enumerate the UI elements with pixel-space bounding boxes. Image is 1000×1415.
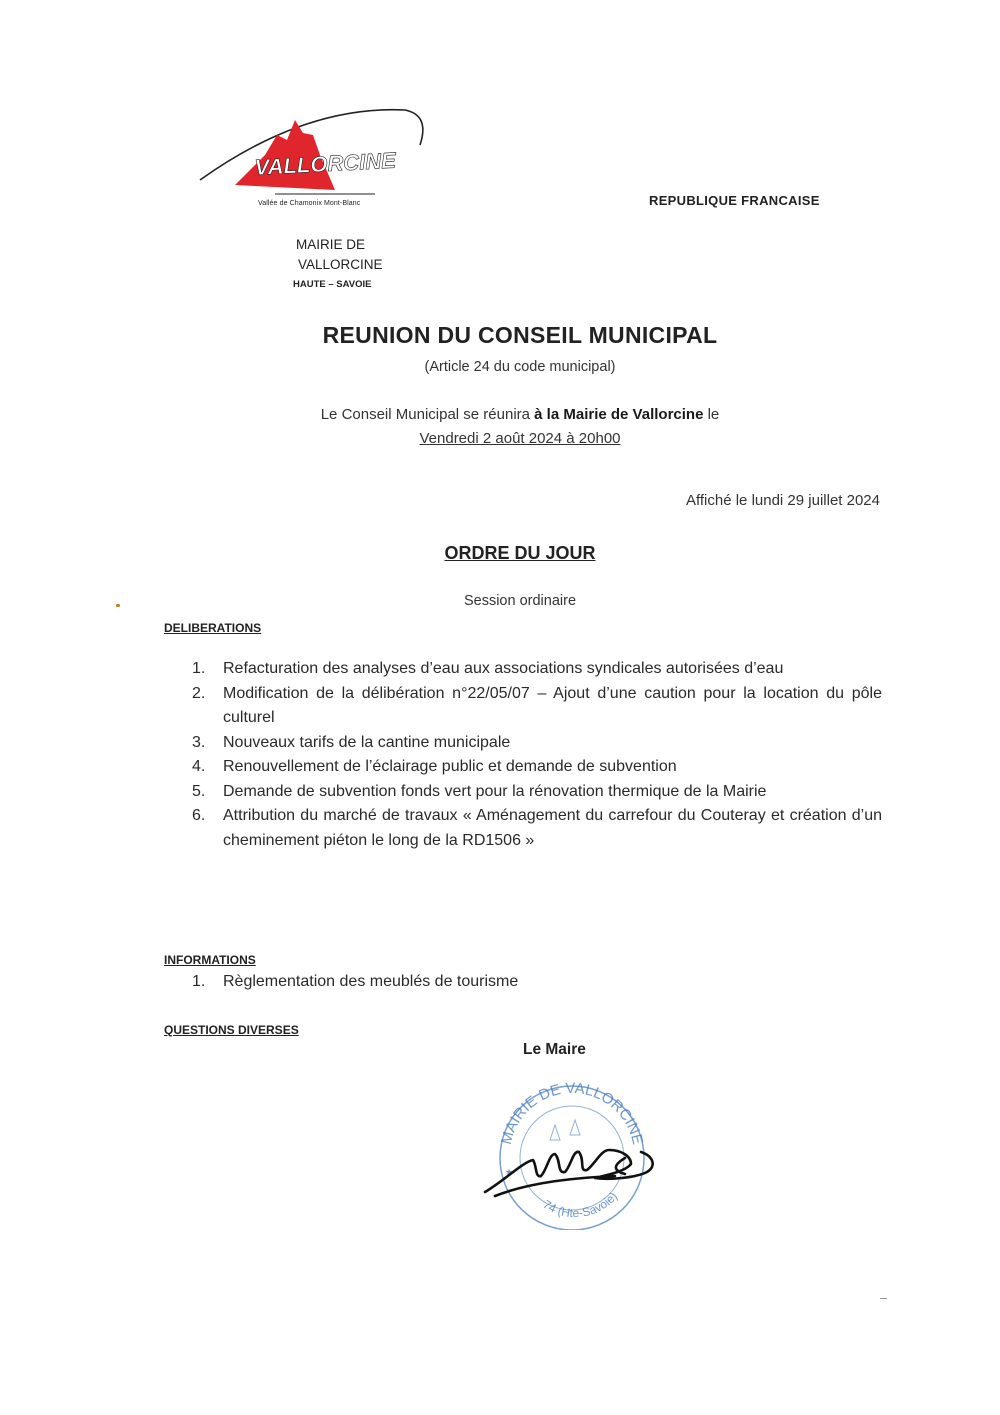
item-number: 4. (192, 758, 206, 775)
article-reference: (Article 24 du code municipal) (424, 359, 616, 375)
item-text: Demande de subvention fonds vert pour la rénovation thermique de la Mairie (223, 782, 767, 800)
official-stamp (475, 1080, 675, 1230)
scan-speck (116, 604, 120, 607)
item-number: 1. (192, 973, 206, 990)
informations-heading: INFORMATIONS (164, 953, 256, 967)
item-number: 2. (192, 684, 206, 702)
item-text: Modification de la délibération n°22/05/07 – Ajout d’une caution pour la location du pôle culturel (223, 684, 882, 726)
mairie-line3: HAUTE – SAVOIE (293, 279, 372, 290)
stamp-text-top: MAIRIE DE VALLORCINE (497, 1080, 647, 1147)
document-title: REUNION DU CONSEIL MUNICIPAL (322, 322, 718, 348)
handwritten-signature (485, 1150, 653, 1196)
item-number: 6. (192, 807, 206, 824)
agenda-heading: ORDRE DU JOUR (444, 543, 596, 563)
item-text: Renouvellement de l’éclairage public et demande de subvention (223, 758, 677, 775)
mairie-address (293, 235, 383, 295)
logo-tagline: Vallée de Chamonix Mont-Blanc (258, 200, 361, 207)
mairie-line1: MAIRIE DE (296, 237, 366, 252)
item-text: Attribution du marché de travaux « Aménagement du carrefour du Couteray et création d’un cheminement piéton le long de la RD1506 » (223, 807, 882, 849)
republique-francaise: REPUBLIQUE FRANCAISE (649, 193, 820, 208)
convocation-place: à la Mairie de Vallorcine (534, 406, 704, 423)
stamp-emblem (550, 1120, 580, 1140)
scan-speck (880, 1298, 887, 1299)
stamp-text-bottom: 74 (Hte-Savoie) (540, 1189, 621, 1221)
list-item (192, 804, 882, 853)
posting-date: Affiché le lundi 29 juillet 2024 (685, 492, 880, 509)
list-item (192, 780, 882, 805)
item-text: Règlementation des meublés de tourisme (223, 973, 519, 990)
signatory-role: Le Maire (523, 1041, 586, 1058)
session-type: Session ordinaire (463, 593, 577, 609)
list-item (192, 657, 882, 682)
logo-wordmark: VALLORCINE (253, 147, 397, 180)
item-number: 1. (192, 660, 206, 677)
deliberations-list (192, 657, 882, 853)
deliberations-heading: DELIBERATIONS (164, 621, 262, 635)
mairie-line2: VALLORCINE (298, 257, 383, 272)
item-text: Nouveaux tarifs de la cantine municipale (223, 733, 511, 751)
meeting-date: Vendredi 2 août 2024 à 20h00 (419, 430, 621, 447)
convocation (0, 403, 1000, 451)
item-number: 3. (192, 733, 206, 751)
list-item (192, 682, 882, 731)
convocation-suffix: le (703, 406, 720, 423)
convocation-line (0, 403, 1000, 427)
informations-list (192, 970, 882, 995)
list-item (192, 731, 882, 756)
list-item (192, 970, 882, 995)
convocation-prefix: Le Conseil Municipal se réunira (320, 406, 535, 423)
item-text: Refacturation des analyses d’eau aux associations syndicales autorisées d’eau (223, 660, 784, 677)
vallorcine-logo (195, 95, 435, 215)
star-icon: ★ (505, 1167, 514, 1177)
item-number: 5. (192, 782, 206, 800)
list-item (192, 755, 882, 780)
questions-diverses-heading: QUESTIONS DIVERSES (164, 1023, 299, 1037)
